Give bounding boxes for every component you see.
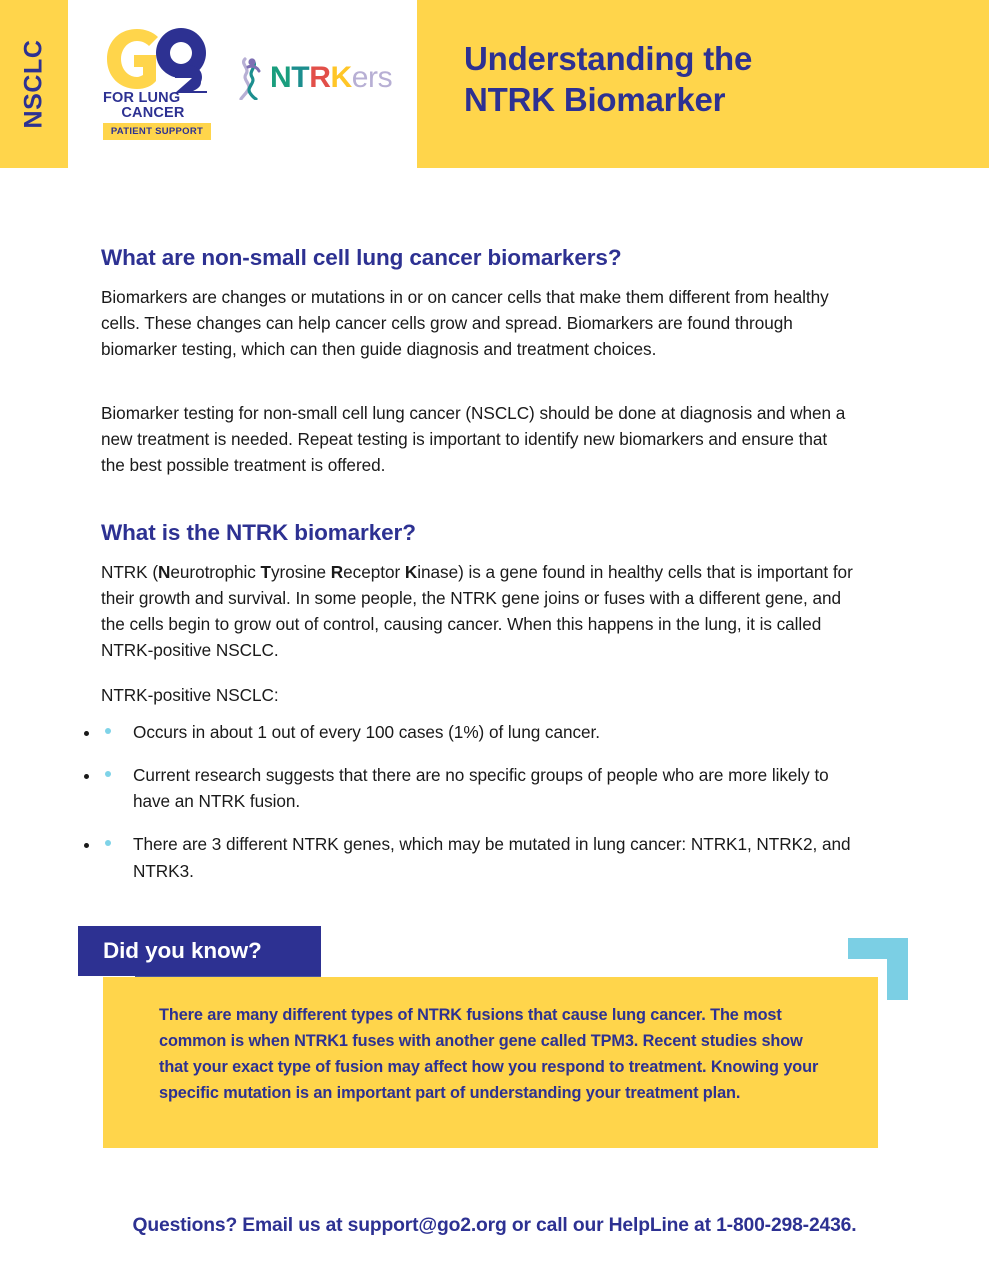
callout-header-label: Did you know? — [103, 938, 262, 963]
ntrk-def-bold-r: R — [330, 562, 344, 582]
ntrkers-letter-n: N — [270, 61, 292, 94]
list-item-text: There are 3 different NTRK genes, which may be mutated in lung cancer: NTRK1, NTRK2, and NTRK3. — [133, 834, 851, 881]
header-banner — [417, 0, 989, 168]
go2-tagline-line2: CANCER — [121, 105, 185, 121]
go2-tagline-line1 — [103, 91, 215, 106]
section1-paragraph-2: Biomarker testing for non-small cell lung cancer (NSCLC) should be done at diagnosis and when a new treatment is needed. Repeat testing is important to identify new biomarkers and ensure that the best possible treatment is offered. — [101, 403, 846, 476]
go2-wordmark-icon — [103, 25, 215, 93]
go2-tagline-for: FOR — [103, 90, 139, 106]
ntrkers-helix-person-icon — [236, 56, 266, 100]
bullet-dot-icon — [105, 771, 111, 777]
ntrk-def-part-g: eceptor — [343, 562, 405, 582]
section1-paragraph-1: Biomarkers are changes or mutations in or on cancer cells that make them different from healthy cells. These changes can help cancer cells grow and spread. Biomarkers are found through biomarker testing, which can then guide diagnosis and treatment choices. — [101, 287, 829, 360]
go2-tagline-lung: LUNG — [138, 90, 181, 106]
bullet-dot-icon — [105, 840, 111, 846]
ntrk-def-part-i: inase) is a gene found in healthy cells that is important for their growth and survival. In some people, the NTRK gene joins or fuses with a different gene, and the cells begin to grow out of control, causing cancer. When this happens in the lung, it is called NTRK-positive NSCLC. — [101, 562, 853, 661]
nsclc-side-tab-label: NSCLC — [19, 39, 48, 129]
ntrk-def-bold-k: K — [404, 562, 418, 582]
ntrkers-suffix-ers: ers — [351, 61, 393, 94]
go2-for-lung-cancer-logo — [97, 25, 219, 143]
ntrk-positive-lead-in: NTRK-positive NSCLC: — [101, 685, 279, 705]
ntrk-def-part-a: NTRK ( — [101, 562, 158, 582]
nsclc-side-tab — [0, 0, 68, 168]
ntrkers-letter-r: R — [309, 61, 331, 94]
bullet-dot-icon — [105, 728, 111, 734]
logo-zone — [68, 0, 417, 168]
ntrkers-logo — [236, 55, 416, 101]
list-item-text: Occurs in about 1 out of every 100 cases (1%) of lung cancer. — [133, 722, 600, 742]
ntrk-def-bold-n: N — [158, 562, 171, 582]
go2-patient-support-badge: PATIENT SUPPORT — [103, 123, 211, 140]
ntrk-def-part-e: yrosine — [271, 562, 331, 582]
footer — [0, 1215, 989, 1237]
list-item-text: Current research suggests that there are no specific groups of people who are more likely to have an NTRK fusion. — [133, 765, 829, 812]
list-item — [101, 719, 861, 745]
list-item — [101, 831, 861, 883]
page-title — [464, 38, 964, 121]
ntrk-positive-bullet-list — [101, 719, 861, 884]
list-item — [101, 762, 861, 814]
page-title-line1: Understanding the — [464, 40, 753, 77]
page-title-line2: NTRK Biomarker — [464, 81, 726, 119]
section-heading-biomarkers: What are non-small cell lung cancer biomarkers? — [101, 245, 622, 270]
section-heading-ntrk: What is the NTRK biomarker? — [101, 520, 416, 545]
bracket-vertical-arm — [887, 938, 908, 1000]
ntrk-def-part-c: eurotrophic — [170, 562, 261, 582]
footer-contact-text: Questions? Email us at support@go2.org or call our HelpLine at 1-800-298-2436. — [132, 1215, 857, 1236]
callout-header-tab — [78, 926, 321, 976]
ntrkers-letter-k: K — [330, 61, 352, 94]
callout-text: There are many different types of NTRK fusions that cause lung cancer. The most common is when NTRK1 fuses with another gene called TPM3. Recent studies show that your exact type of fusion may affect how you respond to treatment. Knowing your specific mutation is an important part of understanding your treatment plan. — [159, 1006, 819, 1102]
ntrkers-wordmark — [270, 63, 392, 93]
section2-paragraph-1 — [101, 559, 853, 664]
ntrk-def-bold-t: T — [260, 562, 271, 582]
ntrkers-letter-t: T — [291, 61, 310, 94]
